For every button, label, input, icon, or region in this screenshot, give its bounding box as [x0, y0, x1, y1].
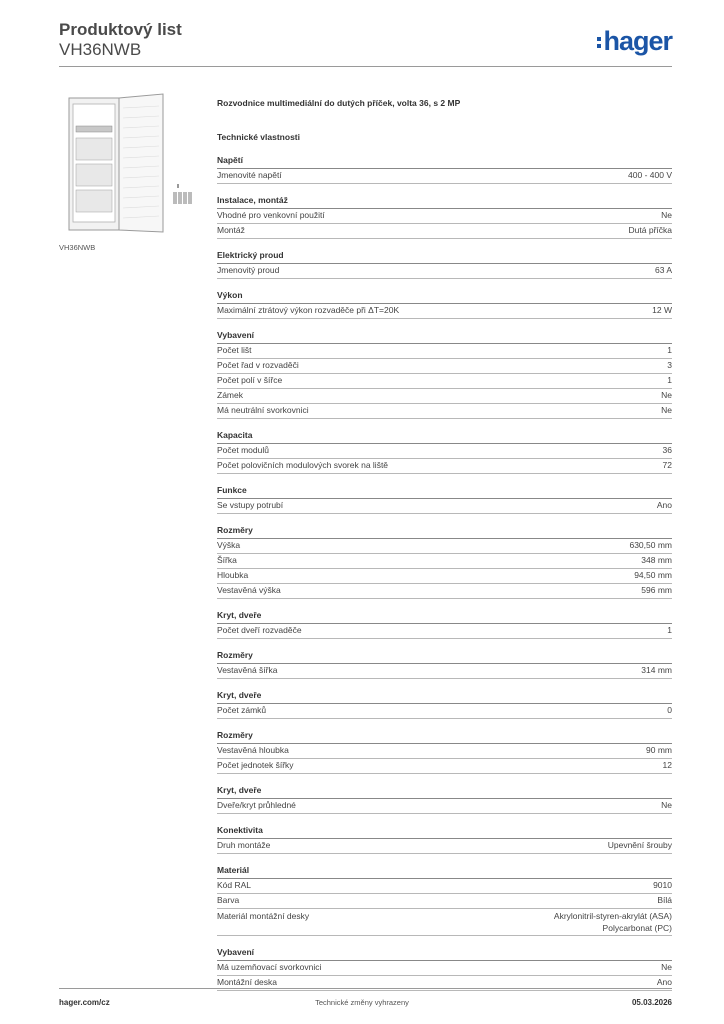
section-title: Vybavení [217, 328, 672, 344]
spec-row [217, 664, 672, 679]
spec-value: 9010 [653, 880, 672, 890]
section-title: Rozměry [217, 523, 672, 539]
spec-label: Počet polovičních modulových svorek na liště [217, 460, 389, 470]
spec-label: Počet polí v šířce [217, 375, 283, 385]
spec-section [217, 193, 672, 239]
spec-row [217, 374, 672, 389]
spec-value: Ne [661, 405, 672, 415]
spec-row [217, 909, 672, 936]
spec-section [217, 823, 672, 854]
spec-label: Maximální ztrátový výkon rozvaděče při ΔT=20K [217, 305, 400, 315]
spec-label: Má uzemňovací svorkovnici [217, 962, 322, 972]
spec-label: Počet dveří rozvaděče [217, 625, 302, 635]
spec-row [217, 499, 672, 514]
spec-section [217, 523, 672, 599]
spec-row [217, 961, 672, 976]
spec-section [217, 153, 672, 184]
spec-label: Jmenovitý proud [217, 265, 280, 275]
spec-row [217, 359, 672, 374]
spec-label: Druh montáže [217, 840, 271, 850]
spec-value: Bílá [657, 895, 672, 905]
spec-row [217, 704, 672, 719]
spec-row [217, 344, 672, 359]
spec-value: 1 [667, 625, 672, 635]
spec-label: Počet modulů [217, 445, 269, 455]
spec-row [217, 169, 672, 184]
spec-row [217, 224, 672, 239]
section-title: Vybavení [217, 945, 672, 961]
spec-row [217, 459, 672, 474]
spec-label: Počet zámků [217, 705, 267, 715]
footer-divider [59, 988, 672, 989]
spec-value: 1 [667, 375, 672, 385]
spec-label: Výška [217, 540, 241, 550]
spec-row [217, 209, 672, 224]
spec-value: Ne [661, 210, 672, 220]
product-code: VH36NWB [59, 40, 142, 59]
spec-label: Počet jednotek šířky [217, 760, 294, 770]
spec-value: 630,50 mm [629, 540, 672, 550]
section-title: Kryt, dveře [217, 783, 672, 799]
section-title: Kryt, dveře [217, 688, 672, 704]
spec-section [217, 608, 672, 639]
logo-dots-icon [597, 37, 601, 48]
spec-value: Akrylonitril-styren-akrylát (ASA) Polycarbonat (PC) [553, 911, 672, 933]
spec-row [217, 404, 672, 419]
spec-label: Barva [217, 895, 240, 905]
spec-value: Upevnění šrouby [607, 840, 672, 850]
section-title: Rozměry [217, 648, 672, 664]
spec-value: Ne [661, 962, 672, 972]
spec-value: 12 [662, 760, 672, 770]
spec-row [217, 304, 672, 319]
spec-label: Vestavěná šířka [217, 665, 278, 675]
spec-row [217, 554, 672, 569]
spec-label: Jmenovité napětí [217, 170, 282, 180]
spec-value: 3 [667, 360, 672, 370]
header-divider [59, 66, 672, 67]
spec-row [217, 624, 672, 639]
spec-value: Ne [661, 390, 672, 400]
spec-row [217, 894, 672, 909]
spec-section [217, 328, 672, 419]
spec-label: Se vstupy potrubí [217, 500, 284, 510]
spec-section [217, 783, 672, 814]
spec-row [217, 839, 672, 854]
page-title: Produktový list [59, 20, 182, 39]
spec-label: Hloubka [217, 570, 249, 580]
spec-section [217, 863, 672, 936]
spec-value: 400 - 400 V [628, 170, 672, 180]
spec-label: Šířka [217, 555, 237, 565]
spec-row [217, 799, 672, 814]
spec-section [217, 728, 672, 774]
product-description: Rozvodnice multimediální do dutých příček, volta 36, s 2 MP [217, 98, 461, 108]
spec-value: 72 [662, 460, 672, 470]
image-caption: VH36NWB [59, 243, 96, 252]
spec-row [217, 389, 672, 404]
tech-properties-title: Technické vlastnosti [217, 132, 300, 142]
spec-section [217, 288, 672, 319]
section-title: Elektrický proud [217, 248, 672, 264]
spec-value: Ano [656, 500, 672, 510]
spec-row [217, 569, 672, 584]
spec-label: Vestavěná hloubka [217, 745, 289, 755]
spec-label: Kód RAL [217, 880, 252, 890]
footer-date: 05.03.2026 [631, 998, 672, 1007]
spec-row [217, 264, 672, 279]
spec-row [217, 744, 672, 759]
spec-section [217, 648, 672, 679]
spec-sections [217, 153, 672, 991]
footer-website: hager.com/cz [59, 998, 110, 1007]
section-title: Konektivita [217, 823, 672, 839]
section-title: Funkce [217, 483, 672, 499]
spec-value: 12 W [652, 305, 672, 315]
section-title: Instalace, montáž [217, 193, 672, 209]
spec-label: Počet lišt [217, 345, 252, 355]
spec-label: Vhodné pro venkovní použití [217, 210, 325, 220]
spec-row [217, 444, 672, 459]
spec-section [217, 688, 672, 719]
spec-section [217, 248, 672, 279]
spec-label: Vestavěná výška [217, 585, 281, 595]
spec-value: 596 mm [641, 585, 672, 595]
spec-value: 0 [667, 705, 672, 715]
spec-label: Montáž [217, 225, 245, 235]
spec-value: 63 A [654, 265, 672, 275]
spec-row [217, 879, 672, 894]
spec-row [217, 759, 672, 774]
spec-label: Montážní deska [217, 977, 278, 987]
spec-value: Ne [661, 800, 672, 810]
spec-row [217, 539, 672, 554]
spec-row [217, 584, 672, 599]
spec-section [217, 483, 672, 514]
spec-label: Zámek [217, 390, 243, 400]
spec-value: 1 [667, 345, 672, 355]
product-details [217, 96, 672, 991]
spec-value: 36 [662, 445, 672, 455]
product-image [59, 92, 199, 238]
header [59, 20, 182, 60]
section-title: Kryt, dveře [217, 608, 672, 624]
section-title: Rozměry [217, 728, 672, 744]
spec-value: 90 mm [646, 745, 672, 755]
logo-text: hager [603, 26, 672, 56]
spec-value: Dutá příčka [628, 225, 672, 235]
section-title: Kapacita [217, 428, 672, 444]
spec-section [217, 945, 672, 991]
spec-section [217, 428, 672, 474]
spec-value: 348 mm [641, 555, 672, 565]
hager-logo [597, 26, 672, 56]
spec-value: 314 mm [641, 665, 672, 675]
spec-value: 94,50 mm [634, 570, 672, 580]
spec-label: Má neutrální svorkovnici [217, 405, 309, 415]
spec-label: Počet řad v rozvaděči [217, 360, 299, 370]
section-title: Materiál [217, 863, 672, 879]
section-title: Napětí [217, 153, 672, 169]
spec-label: Materiál montážní desky [217, 911, 310, 921]
section-title: Výkon [217, 288, 672, 304]
spec-label: Dveře/kryt průhledné [217, 800, 296, 810]
footer-disclaimer: Technické změny vyhrazeny [315, 998, 409, 1007]
spec-value: Ano [656, 977, 672, 987]
